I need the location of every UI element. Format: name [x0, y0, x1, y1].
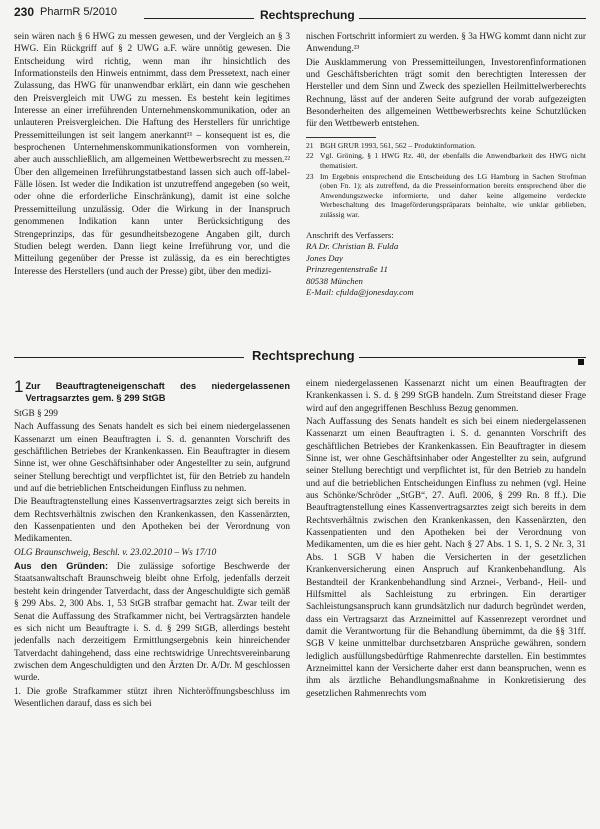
case-number: 1	[14, 378, 24, 396]
header-section-title: Rechtsprechung	[260, 8, 355, 22]
article-column-right	[306, 31, 586, 369]
footnote-text: BGH GRUR 1993, 561, 562 – Produktinformation.	[320, 140, 476, 150]
reasons-paragraph: einem niedergelassenen Kassenarzt nicht um einen Beauftragten der Krankenkassen i. S. d. § 299 StGB handeln. Zum Streitstand dieser Frage wird auf den angegriffenen Beschluss Bezug genommen.	[306, 379, 586, 414]
statute-reference: StGB § 299	[14, 409, 58, 419]
headnote: Nach Auffassung des Senats handelt es sich bei einem niedergelassenen Kassenarzt um einen Beauftragten i. S. d. genannten Vorschrift des geschäftlichen Betriebes der Krankenkassen. Ein Beauftragter in diesem Sinne ist, wer ohne Geschäftsinhaber oder Angestellter zu sein, aufgrund seiner Stellung berechtigt und verpflichtet ist, für den Betrieb zu handeln und auf die betrieblichen Entscheidungen Einfluss zu nehmen.	[14, 422, 290, 495]
footnote-divider	[306, 137, 376, 138]
journal-issue: PharmR 5/2010	[40, 6, 118, 18]
article-column-left	[14, 31, 290, 369]
section-rule-left	[14, 357, 244, 358]
header-rule-right	[359, 18, 586, 19]
article-paragraph: sein wären nach § 6 HWG zu messen gewesen, und der Vergleich an § 3 HWG. Ein Rückgriff auf § 2 UWG a.F. wäre unnötig gewesen. Die Entscheidung wird richtig, wenn man ihr hinsichtlich des Informationsteils den Hinweis entnimmt, dass dem Pressetext, nach einer Zulassung, das HWG für unanwendbar erklärt, ein dann wie geschehen den Preisvergleich mit UWG zu messen. Es besteht kein legitimes Interesse an einer irreführenden Unternehmenskommunikation, oder an unlauteren Preisvergleichen. Die Haftung des Herstellers für unrichtige Pressemitteilungen ist seit langem anerkannt²¹ – konsequent ist es, die besprochenen Unternehmenskommunikationsformen von vornherein, aber auch ausschließlich, am allgemeinen Wettbewerbsrecht zu messen.²² Über den allgemeinen Irreführungstatbestand lassen sich auch off-label-Fälle lösen. Ist weder die Indikation ist unzutreffend angegeben (so weit, oder ohne die erforderliche Einschränkung), damit ist eine solche Pressemitteilung unzulässig. Oder die Wirkung in der Inanspruch genommenen Indikation kann unter Berücksichtigung des Strengeprinzips, das für gesundheitsbezogene Angaben gilt, durch Studien belegt werden. Dann liegt keine Irreführung vor, und die Mitteilung gegenüber der Presse ist zulässig, da es ein berechtigtes Interesse des Herstellers (und auch der Presse) gibt, über den medizi-	[14, 32, 290, 277]
section-title: Rechtsprechung	[252, 348, 355, 363]
reasons-text: Die zulässige sofortige Beschwerde der Staatsanwaltschaft Braunschweig bleibt ohne Erfolg, jedenfalls derzeit besteht kein dringender Tatverdacht, dass der Angeschuldigte sich gemäß § 299 Abs. 2, 300 Abs. 1, 53 StGB strafbar gemacht hat. Zwar teilt der Senat die Auffassung des Strafkammer nicht, bei Vertragsärzten handele es sich nicht um Beauftragte i. S. d. § 299 StGB, allerdings besteht jedenfalls nach derzeitigem Ermittlungsergebnis kein hinreichender Tatverdacht dahingehend, dass eine rechtswidrige Unrechtsvereinbarung zwischen dem Angeschuldigten und den Ärzten Dr. A/Dr. M geschlossen wurde.	[14, 562, 290, 684]
section-divider	[14, 346, 586, 370]
footnote	[306, 141, 586, 151]
footnote	[306, 172, 586, 220]
page-header	[14, 4, 586, 26]
reasons-paragraph: Nach Auffassung des Senats handelt es sich bei einem niedergelassenen Kassenarzt um einen Beauftragten i. S. d. genannten Vorschrift des geschäftlichen Betriebes der Krankenkassen. Ein Beauftragter in diesem Sinne ist, wer ohne Geschäftsinhaber oder Angestellter zu sein, aufgrund seiner Stellung berechtigt und verpflichtet ist, für den Betrieb zu handeln und auf die betrieblichen Entscheidungen Einfluss zu nehmen (vgl. Heine aus Schönke/Schröder „StGB“, 27. Aufl. 2006, § 299 Rn. 8 ff.). Die Beauftragtenstellung eines Kassenvertragsarztes zeigt sich bereits in dem Rechtsverhältnis zwischen den Krankenkassen, den Kassenärzten, den Kassenpatienten und den Apotheken bei der Verordnung von Medikamenten, um die es hier geht. Nach § 27 Abs. 1 S. 1, S. 2 Nr. 3, 31 Abs. 1 SGB V haben die Versicherten in der gesetzlichen Krankenversicherung einen Anspruch auf Krankenbehandlung. Als Bestandteil der Krankenbehandlung sind Arznei-, Verband-, Heil- und Hilfsmittel als Sachleistung zu erbringen. Ein derartiger Sachleistungsanspruch kann grundsätzlich nur dadurch begründet werden, dass ein Vertragsarzt das Arzneimittel auf Kassenrezept verordnet und damit die Verantwortung für die Behandlung übernimmt, da die §§ 31ff. SGB V keine unmittelbar durchsetzbaren Ansprüche gewähren, sondern lediglich ausfüllungsbedürftige Rahmenrechte darstellen. Ein bestimmtes Arzneimittel kann der Versicherte daher erst dann beanspruchen, wenn es ihm als ärztliche Behandlungsmaßnahme in Konkretisierung des gesetzlichen Rahmenrechts vom	[306, 417, 586, 699]
article-paragraph: Die Ausklammerung von Pressemitteilungen, Investorenfinformationen und Geschäftsberichten trägt somit den berechtigten Interessen der Hersteller und dem Sinn und Zweck des speziellen Heilmittelwerberechts Rechnung, lässt auf der anderen Seite aufgrund der vorab aufgezeigten Besonderheiten des allgemeinen Wettbewerbsrechts keine Schutzlücken für den Wettbewerb entstehen.	[306, 57, 586, 130]
section-rule-right	[359, 357, 586, 358]
author-address	[306, 230, 586, 300]
reasons-paragraph	[14, 560, 290, 684]
footnote-number: 22	[306, 151, 314, 161]
header-rule-left	[144, 18, 254, 19]
reasons-label: Aus den Gründen:	[14, 561, 109, 572]
address-label: Anschrift des Verfassers:	[306, 229, 394, 240]
article-paragraph: nischen Fortschritt informiert zu werden. § 3a HWG kommt dann nicht zur Anwendung.²³	[306, 32, 586, 55]
footnote-text: Im Ergebnis entsprechend die Entscheidung des LG Hamburg in Sachen Strofman (oben Fn. 1); als zutreffend, da die Presseinformation bereits entsprechend über die Anwendungszwecke informierte, und daher keine allgemeine verdeckte Werbeschaltung des Imageförderungspräparats beinhalte, wie unklar geblieben, zulässig war.	[320, 171, 586, 219]
case-column-right	[306, 378, 586, 829]
address-line: RA Dr. Christian B. Fulda	[306, 241, 399, 252]
address-line: Jones Day	[306, 252, 343, 263]
case-title: Zur Beauftragteneigenschaft des niedergelassenen Vertragsarztes gem. § 299 StGB	[25, 381, 290, 403]
page-number: 230	[14, 5, 35, 19]
address-line: 80538 München	[306, 275, 363, 286]
case-heading	[14, 378, 290, 404]
footnote-number: 23	[306, 171, 314, 181]
footnote-text: Vgl. Gröning, § 1 HWG Rz. 40, der ebenfalls die Anwendbarkeit des HWG nicht thematisiert.	[320, 151, 586, 170]
reasons-paragraph: 1. Die große Strafkammer stützt ihren Nichteröffnungsbeschluss im Wesentlichen darauf, dass es sich bei	[14, 686, 290, 709]
address-line: Prinzregentenstraße 11	[306, 264, 388, 275]
court-citation: OLG Braunschweig, Beschl. v. 23.02.2010 – Ws 17/10	[14, 547, 217, 558]
headnote: Die Beauftragtenstellung eines Kassenvertragsarztes zeigt sich bereits in dem Rechtsverhältnis zwischen den Krankenkassen, den Kassenärzten, den Kassenpatienten und den Apotheken bei der Verordnung von Medikamenten.	[14, 497, 290, 545]
footnote-number: 21	[306, 140, 314, 150]
address-email: E-Mail: cfulda@jonesday.com	[306, 287, 414, 298]
case-column-left	[14, 378, 290, 829]
footnote	[306, 151, 586, 170]
